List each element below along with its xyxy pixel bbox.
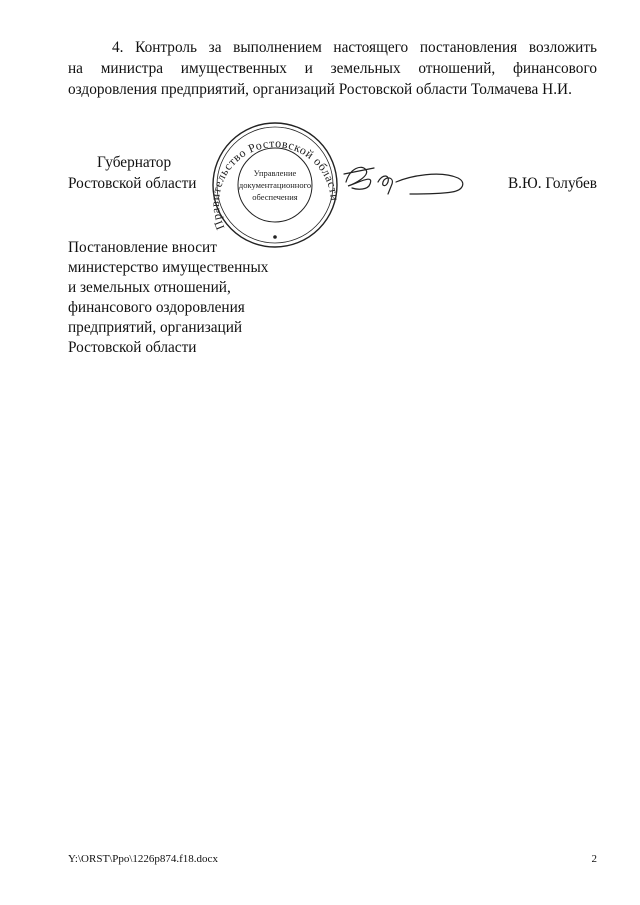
signer-title-line2: Ростовской области bbox=[68, 175, 197, 192]
stamp-inner-line: документационного bbox=[238, 180, 312, 190]
submitter-line: Ростовской области bbox=[68, 339, 197, 356]
stamp-outer-text: Правительство Ростовской области bbox=[207, 136, 343, 232]
paragraph-line: оздоровления предприятий, организаций Ростовской области Толмачева Н.И. bbox=[68, 81, 572, 98]
submitter-line: и земельных отношений, bbox=[68, 279, 231, 296]
stamp-inner-line: Управление bbox=[253, 168, 297, 178]
stamp-inner-line: обеспечения bbox=[252, 192, 298, 202]
page-number: 2 bbox=[591, 853, 597, 865]
footer-file-path: Y:\ORST\Ppo\1226p874.f18.docx bbox=[68, 853, 218, 865]
paragraph-line: на министра имущественных и земельных отношений, финансового bbox=[68, 60, 597, 77]
submitter-line: Постановление вносит bbox=[68, 239, 217, 256]
control-paragraph bbox=[68, 37, 597, 100]
official-stamp bbox=[205, 120, 345, 250]
paragraph-line: 4. Контроль за выполнением настоящего постановления возложить bbox=[112, 39, 597, 56]
handwritten-signature bbox=[340, 160, 480, 200]
submitter-line: финансового оздоровления bbox=[68, 299, 245, 316]
submitter-line: министерство имущественных bbox=[68, 259, 269, 276]
signer-title-line1: Губернатор bbox=[97, 154, 172, 171]
signer-name: В.Ю. Голубев bbox=[507, 175, 597, 192]
submitter-line: предприятий, организаций bbox=[68, 319, 243, 336]
